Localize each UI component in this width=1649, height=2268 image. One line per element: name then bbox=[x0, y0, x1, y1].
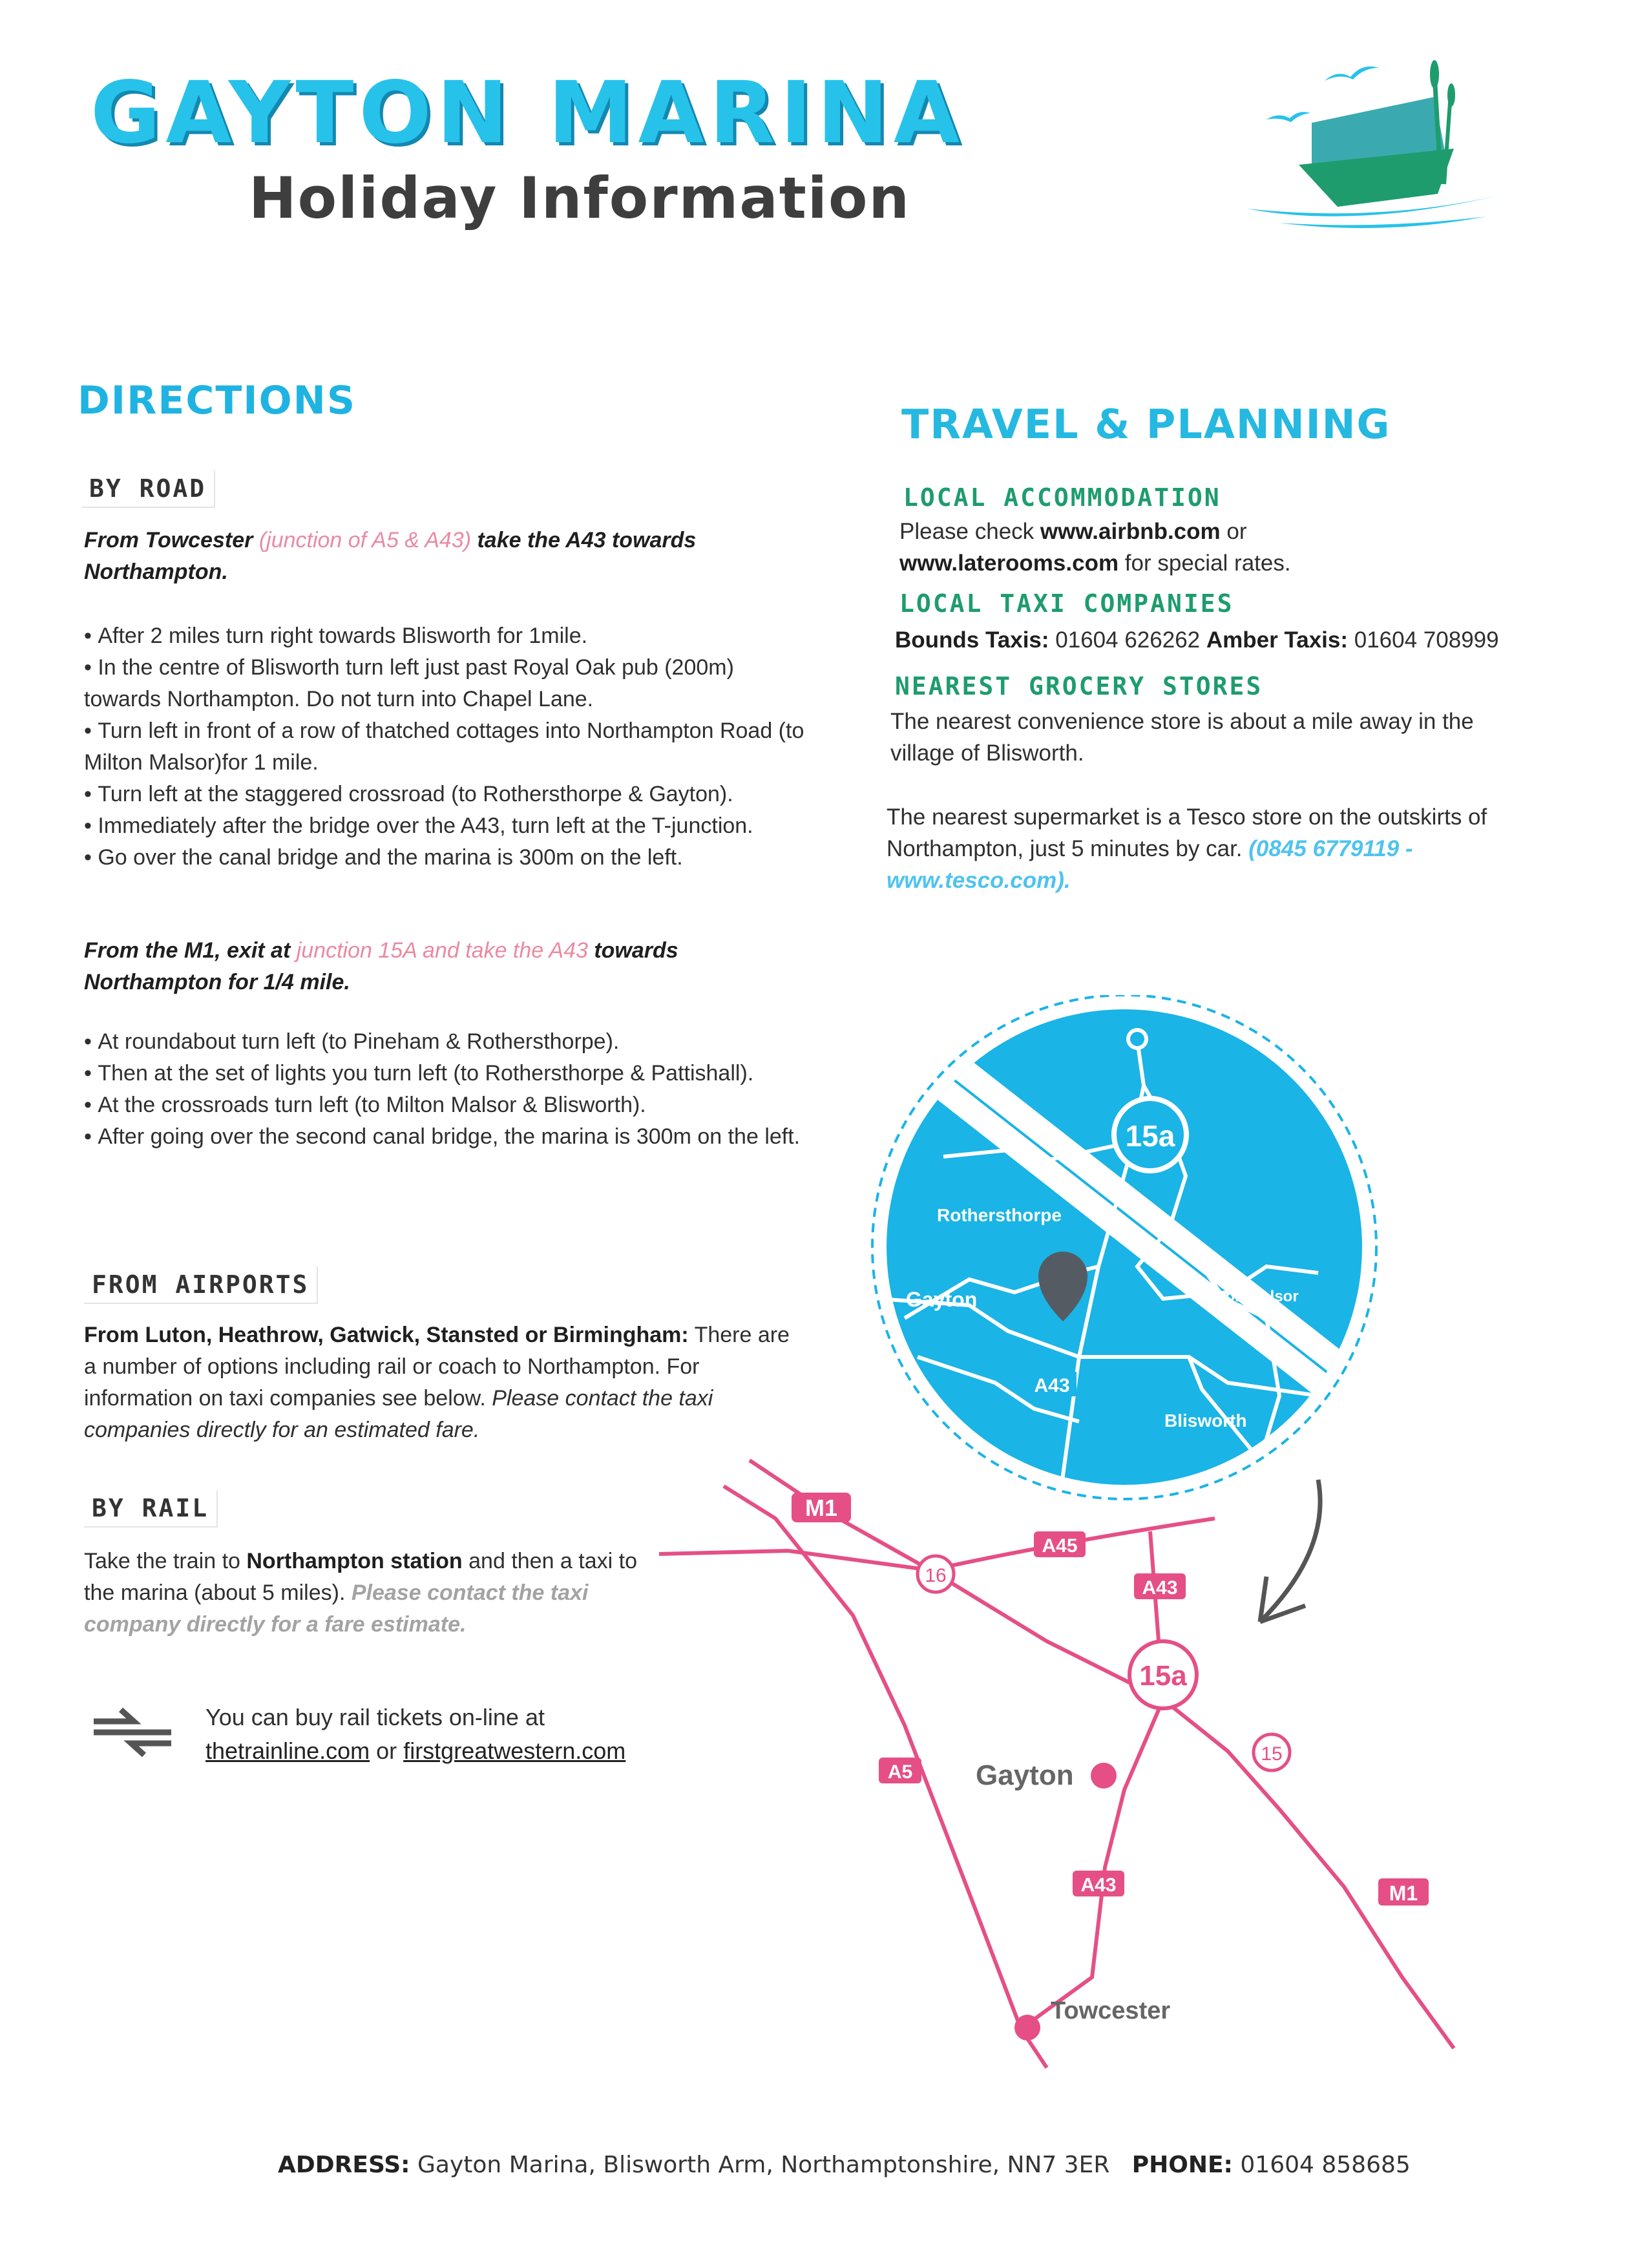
rail-or: or bbox=[376, 1738, 397, 1764]
grocery-p2 bbox=[887, 801, 1533, 896]
towcester-lead-a: From Towcester bbox=[84, 528, 253, 552]
regional-road-map bbox=[659, 1447, 1577, 2081]
junction-15a-regional-label: 15a bbox=[1139, 1660, 1187, 1692]
map-place-rothersthorpe: Rothersthorpe bbox=[937, 1205, 1062, 1225]
address-label: ADDRESS: bbox=[278, 2152, 410, 2178]
national-rail-icon bbox=[87, 1706, 178, 1759]
amber-taxis-label: Amber Taxis: bbox=[1206, 627, 1349, 653]
towcester-steps bbox=[84, 620, 808, 874]
directions-title: DIRECTIONS bbox=[78, 378, 357, 423]
airports-text bbox=[84, 1319, 808, 1446]
list-item: • Turn left at the staggered crossroad (to Rothersthorpe & Gayton). bbox=[84, 779, 808, 810]
list-item: • After 2 miles turn right towards Blisworth for 1mile. bbox=[84, 620, 808, 652]
narrowboat-logo-icon bbox=[1241, 36, 1512, 236]
list-item: • At roundabout turn left (to Pineham & Rothersthorpe). bbox=[84, 1026, 808, 1058]
place-gayton: Gayton bbox=[976, 1759, 1074, 1791]
road-label-m1-north: M1 bbox=[804, 1495, 838, 1521]
accommodation-text-a: Please check bbox=[899, 519, 1035, 544]
roundabout-marker-icon bbox=[1128, 1030, 1146, 1048]
footer-contact bbox=[278, 2152, 1411, 2178]
road-label-a43-south: A43 bbox=[1080, 1874, 1117, 1896]
thetrainline-link[interactable]: thetrainline.com bbox=[205, 1738, 370, 1764]
tesco-contact: (0845 6779119 - www.tesco.com). bbox=[887, 836, 1413, 893]
travel-planning-title: TRAVEL & PLANNING bbox=[901, 401, 1391, 448]
airports-bold: From Luton, Heathrow, Gatwick, Stansted or Birmingham: bbox=[84, 1323, 689, 1347]
m1-lead-a: From the M1, exit at bbox=[84, 938, 291, 963]
list-item: • Turn left in front of a row of thatched cottages into Northampton Road (to Milton Malsor)for 1 mile. bbox=[84, 715, 808, 779]
laterooms-link[interactable]: www.laterooms.com bbox=[899, 551, 1119, 576]
map-place-milton-malsor: Milton Malsor bbox=[1199, 1288, 1299, 1305]
grocery-p1: The nearest convenience store is about a mile away in the village of Blisworth. bbox=[890, 709, 1474, 766]
from-airports-tag: FROM AIRPORTS bbox=[84, 1266, 318, 1304]
phone-label: PHONE: bbox=[1131, 2152, 1233, 2178]
m1-lead bbox=[84, 935, 782, 998]
by-rail-tag: BY RAIL bbox=[84, 1490, 218, 1528]
list-item: • At the crossroads turn left (to Milton Malsor & Blisworth). bbox=[84, 1089, 808, 1121]
place-towcester: Towcester bbox=[1051, 1997, 1171, 2024]
by-road-tag: BY ROAD bbox=[81, 470, 215, 508]
towcester-dot-icon bbox=[1014, 2015, 1040, 2041]
local-area-map bbox=[866, 995, 1383, 1506]
taxi-text bbox=[895, 624, 1606, 656]
list-item: • In the centre of Blisworth turn left just past Royal Oak pub (200m) towards Northampton. Do not turn into Chapel Lane. bbox=[84, 652, 808, 715]
accommodation-text-b: for special rates. bbox=[1124, 551, 1291, 576]
towcester-lead bbox=[84, 525, 782, 588]
brand-title: GAYTON MARINA bbox=[90, 63, 965, 163]
m1-route-line bbox=[750, 1460, 1454, 2048]
list-item: • Then at the set of lights you turn left (to Rothersthorpe & Pattishall). bbox=[84, 1058, 808, 1089]
rail-grey-note: Please contact the taxi company directly for a fare estimate. bbox=[84, 1580, 589, 1637]
page-subtitle: Holiday Information bbox=[249, 165, 911, 231]
airports-italic: Please contact the taxi companies directly for an estimated fare. bbox=[84, 1386, 713, 1442]
towcester-junction: (junction of A5 & A43) bbox=[258, 528, 472, 552]
accommodation-heading: LOCAL ACCOMMODATION bbox=[903, 483, 1221, 512]
phone-value: 01604 858685 bbox=[1240, 2152, 1411, 2178]
firstgreatwestern-link[interactable]: firstgreatwestern.com bbox=[403, 1738, 626, 1764]
grocery-heading: NEAREST GROCERY STORES bbox=[895, 672, 1263, 700]
road-label-a43-north: A43 bbox=[1142, 1577, 1178, 1599]
accommodation-or: or bbox=[1226, 519, 1247, 544]
list-item: • Go over the canal bridge and the marina is 300m on the left. bbox=[84, 842, 808, 874]
list-item: • After going over the second canal bridge, the marina is 300m on the left. bbox=[84, 1121, 808, 1153]
rail-text-a: Take the train to bbox=[84, 1549, 240, 1573]
m1-junction: junction 15A and take the A43 bbox=[296, 938, 588, 963]
amber-taxis-phone: 01604 708999 bbox=[1354, 627, 1499, 653]
m1-lead-b: towards Northampton for 1/4 mile. bbox=[84, 938, 678, 994]
rail-text-b: and then a taxi to the marina (about 5 miles). bbox=[84, 1549, 638, 1605]
list-item: • Immediately after the bridge over the A43, turn left at the T-junction. bbox=[84, 810, 808, 842]
gayton-dot-icon bbox=[1091, 1763, 1117, 1789]
rail-station: Northampton station bbox=[246, 1549, 463, 1573]
grocery-p2-text: The nearest supermarket is a Tesco store on the outskirts of Northampton, just 5 minutes by car. bbox=[887, 804, 1487, 861]
bounds-taxis-phone: 01604 626262 bbox=[1055, 627, 1201, 653]
junction-15-label: 15 bbox=[1261, 1743, 1283, 1765]
bounds-taxis-label: Bounds Taxis: bbox=[895, 627, 1049, 653]
rail-tickets-text: You can buy rail tickets on-line at bbox=[205, 1704, 545, 1730]
map-road-a43: A43 bbox=[1034, 1375, 1070, 1396]
taxi-heading: LOCAL TAXI COMPANIES bbox=[899, 589, 1234, 618]
junction-15a-label: 15a bbox=[1125, 1119, 1175, 1153]
road-label-a45: A45 bbox=[1042, 1535, 1078, 1557]
road-label-m1-south: M1 bbox=[1389, 1882, 1418, 1905]
map-place-gayton: Gayton bbox=[906, 1288, 978, 1311]
airbnb-link[interactable]: www.airbnb.com bbox=[1040, 519, 1221, 544]
towcester-lead-b: take the A43 towards Northampton. bbox=[84, 528, 697, 584]
rail-text bbox=[84, 1546, 640, 1641]
m1-steps bbox=[84, 1026, 808, 1153]
address-value: Gayton Marina, Blisworth Arm, Northamptonshire, NN7 3ER bbox=[417, 2152, 1110, 2178]
map-place-blisworth: Blisworth bbox=[1164, 1411, 1247, 1431]
road-label-a5: A5 bbox=[887, 1761, 913, 1783]
accommodation-text bbox=[899, 516, 1546, 579]
airports-body: There are a number of options including rail or coach to Northampton. For information on taxi companies see below. bbox=[84, 1323, 790, 1411]
junction-16-label: 16 bbox=[925, 1565, 947, 1586]
